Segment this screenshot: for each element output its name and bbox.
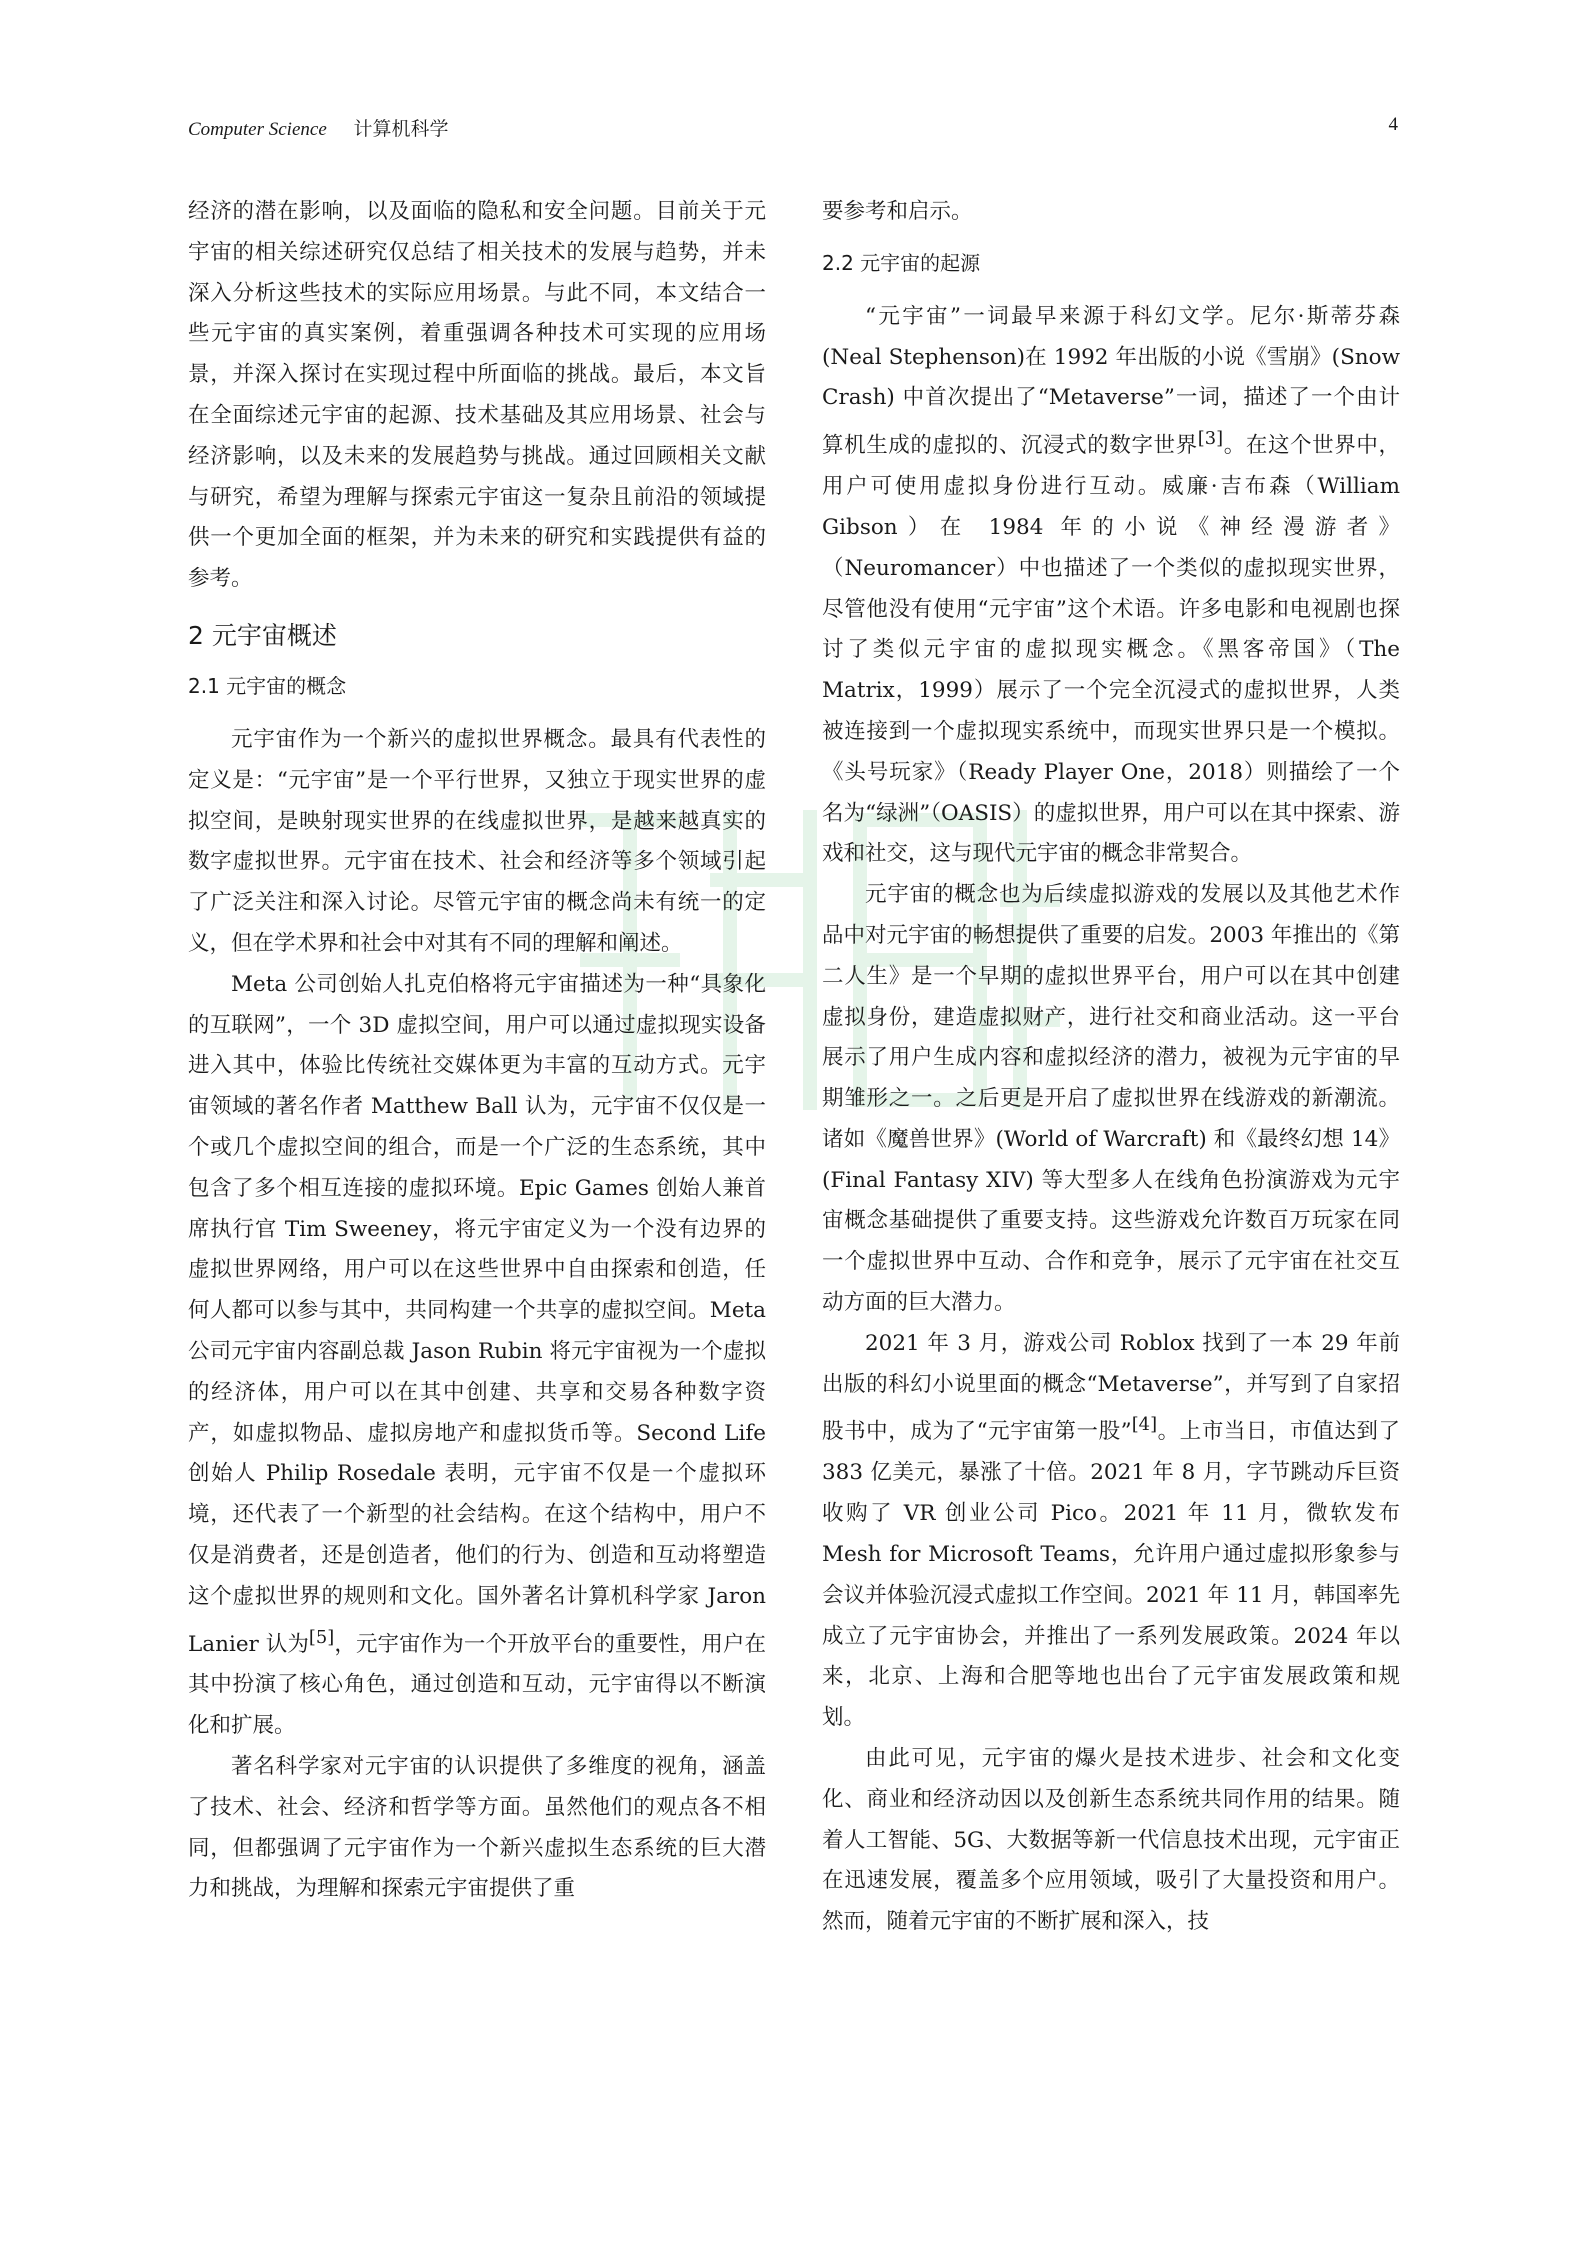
journal-name-cn: 计算机科学 (353, 118, 449, 140)
paragraph-origin-3 (822, 1324, 1400, 1739)
intro-paragraph-tail: 经济的潜在影响，以及面临的隐私和安全问题。目前关于元宇宙的相关综述研究仅总结了相关技术的发展与趋势，并未深入分析这些技术的实际应用场景。与此不同，本文结合一些元宇宙的真实案例，着重强调各种技术可实现的应用场景，并深入探讨在实现过程中所面临的挑战。最后，本文旨在全面综述元宇宙的起源、技术基础及其应用场景、社会与经济影响，以及未来的发展趋势与挑战。通过回顾相关文献与研究，希望为理解与探索元宇宙这一复杂且前沿的领域提供一个更加全面的框架，并为未来的研究和实践提供有益的参考。 (188, 199, 766, 592)
subsection-heading-2-1: 2.1 元宇宙的概念 (188, 673, 347, 698)
journal-name-en: Computer Science (188, 119, 327, 140)
running-header (188, 114, 1398, 146)
paragraph-concept-2 (188, 965, 766, 1747)
subsection-heading-2-2: 2.2 元宇宙的起源 (822, 250, 981, 275)
paragraph-text: Meta 公司创始人扎克伯格将元宇宙描述为一种“具象化的互联网”，一个 3D 虚拟空间，用户可以通过虚拟现实设备进入其中，体验比传统社交媒体更为丰富的互动方式。元宇宙领域的著名作者 Matthew Ball 认为，元宇宙不仅仅是一个或几个虚拟空间的组合，而是一个广泛的生态系统，其中包含了多个相互连接的虚拟环境。Epic Games 创始人兼首席执行官 Tim Sweeney，将元宇宙定义为一个没有边界的虚拟世界网络，用户可以在这些世界中自由探索和创造，任何人都可以参与其中，共同构建一个共享的虚拟空间。Meta 公司元宇宙内容副总裁 Jason Rubin 将元宇宙视为一个虚拟的经济体，用户可以在其中创建、共享和交易各种数字资产，如虚拟物品、虚拟房地产和虚拟货币等。Second Life 创始人 Philip Rosedale 表明，元宇宙不仅是一个虚拟环境，还代表了一个新型的社会结构。在这个结构中，用户不仅是消费者，还是创造者，他们的行为、创造和互动将塑造这个虚拟世界的规则和文化。国外著名计算机科学家 Jaron Lanier 认为 (188, 971, 766, 1657)
paragraph-origin-1 (822, 297, 1400, 875)
paragraph-text: 。上市当日，市值达到了 383 亿美元，暴涨了十倍。2021 年 8 月，字节跳动斥巨资收购了 VR 创业公司 Pico。2021 年 11 月，微软发布 Mesh for Microsoft Teams，允许用户通过虚拟形象参与会议并体验沉浸式虚拟工作空间。2021 年 11 月，韩国率先成立了元宇宙协会，并推出了一系列发展政策。2024 年以来，北京、上海和合肥等地也出台了元宇宙发展政策和规划。 (822, 1419, 1400, 1731)
carry-over-text: 要参考和启示。 (822, 199, 973, 224)
paragraph-concept-1: 元宇宙作为一个新兴的虚拟世界概念。最具有代表性的定义是：“元宇宙”是一个平行世界，又独立于现实世界的虚拟空间，是映射现实世界的在线虚拟世界，是越来越真实的数字虚拟世界。元宇宙在技术、社会和经济等多个领域引起了广泛关注和深入讨论。尽管元宇宙的概念尚未有统一的定义，但在学术界和社会中对其有不同的理解和阐述。 (188, 726, 766, 956)
paragraph-text: ，元宇宙作为一个开放平台的重要性，用户在其中扮演了核心角色，通过创造和互动，元宇宙得以不断演化和扩展。 (188, 1631, 766, 1739)
paragraph-text: “元宇宙”一词最早来源于科幻文学。尼尔·斯蒂芬森(Neal Stephenson)在 1992 年出版的小说《雪崩》(Snow Crash) 中首次提出了“Metaverse”一词，描述了一个由计算机生成的虚拟的、沉浸式的数字世界 (822, 303, 1400, 459)
citation: [3] (1197, 428, 1224, 450)
paragraph-origin-2: 元宇宙的概念也为后续虚拟游戏的发展以及其他艺术作品中对元宇宙的畅想提供了重要的启发。2003 年推出的《第二人生》是一个早期的虚拟世界平台，用户可以在其中创建虚拟身份，建造虚拟财产，进行社交和商业活动。这一平台展示了用户生成内容和虚拟经济的潜力，被视为元宇宙的早期雏形之一。之后更是开启了虚拟世界在线游戏的新潮流。诸如《魔兽世界》(World of Warcraft) 和《最终幻想 14》(Final Fantasy XIV) 等大型多人在线角色扮演游戏为元宇宙概念基础提供了重要支持。这些游戏允许数百万玩家在同一个虚拟世界中互动、合作和竞争，展示了元宇宙在社交互动方面的巨大潜力。 (822, 882, 1400, 1316)
citation: [5] (308, 1626, 335, 1648)
paragraph-concept-3: 著名科学家对元宇宙的认识提供了多维度的视角，涵盖了技术、社会、经济和哲学等方面。虽然他们的观点各不相同，但都强调了元宇宙作为一个新兴虚拟生态系统的巨大潜力和挑战，为理解和探索元宇宙提供了重 (188, 1754, 766, 1902)
page-number: 4 (1388, 114, 1398, 135)
citation: [4] (1131, 1414, 1158, 1436)
paragraph-origin-4: 由此可见，元宇宙的爆火是技术进步、社会和文化变化、商业和经济动因以及创新生态系统共同作用的结果。随着人工智能、5G、大数据等新一代信息技术出现，元宇宙正在迅速发展，覆盖多个应用领域，吸引了大量投资和用户。然而，随着元宇宙的不断扩展和深入，技 (822, 1746, 1400, 1935)
section-heading-2: 2 元宇宙概述 (188, 620, 337, 650)
paragraph-text: 2021 年 3 月，游戏公司 Roblox 找到了一本 29 年前出版的科幻小说里面的概念“Metaverse”，并写到了自家招股书中，成为了“元宇宙第一股” (822, 1330, 1400, 1445)
left-column (188, 192, 766, 1910)
paragraph-text: 。在这个世界中，用户可使用虚拟身份进行互动。威廉·吉布森（William Gibson）在 1984 年的小说《神经漫游者》（Neuromancer）中也描述了一个类似的虚拟现实世界，尽管他没有使用“元宇宙”这个术语。许多电影和电视剧也探讨了类似元宇宙的虚拟现实概念。《黑客帝国》（The Matrix，1999）展示了一个完全沉浸式的虚拟世界，人类被连接到一个虚拟现实系统中，而现实世界只是一个模拟。《头号玩家》（Ready Player One，2018）则描绘了一个名为“绿洲”（OASIS）的虚拟世界，用户可以在其中探索、游戏和社交，这与现代元宇宙的概念非常契合。 (822, 433, 1400, 867)
right-column (822, 192, 1400, 1943)
